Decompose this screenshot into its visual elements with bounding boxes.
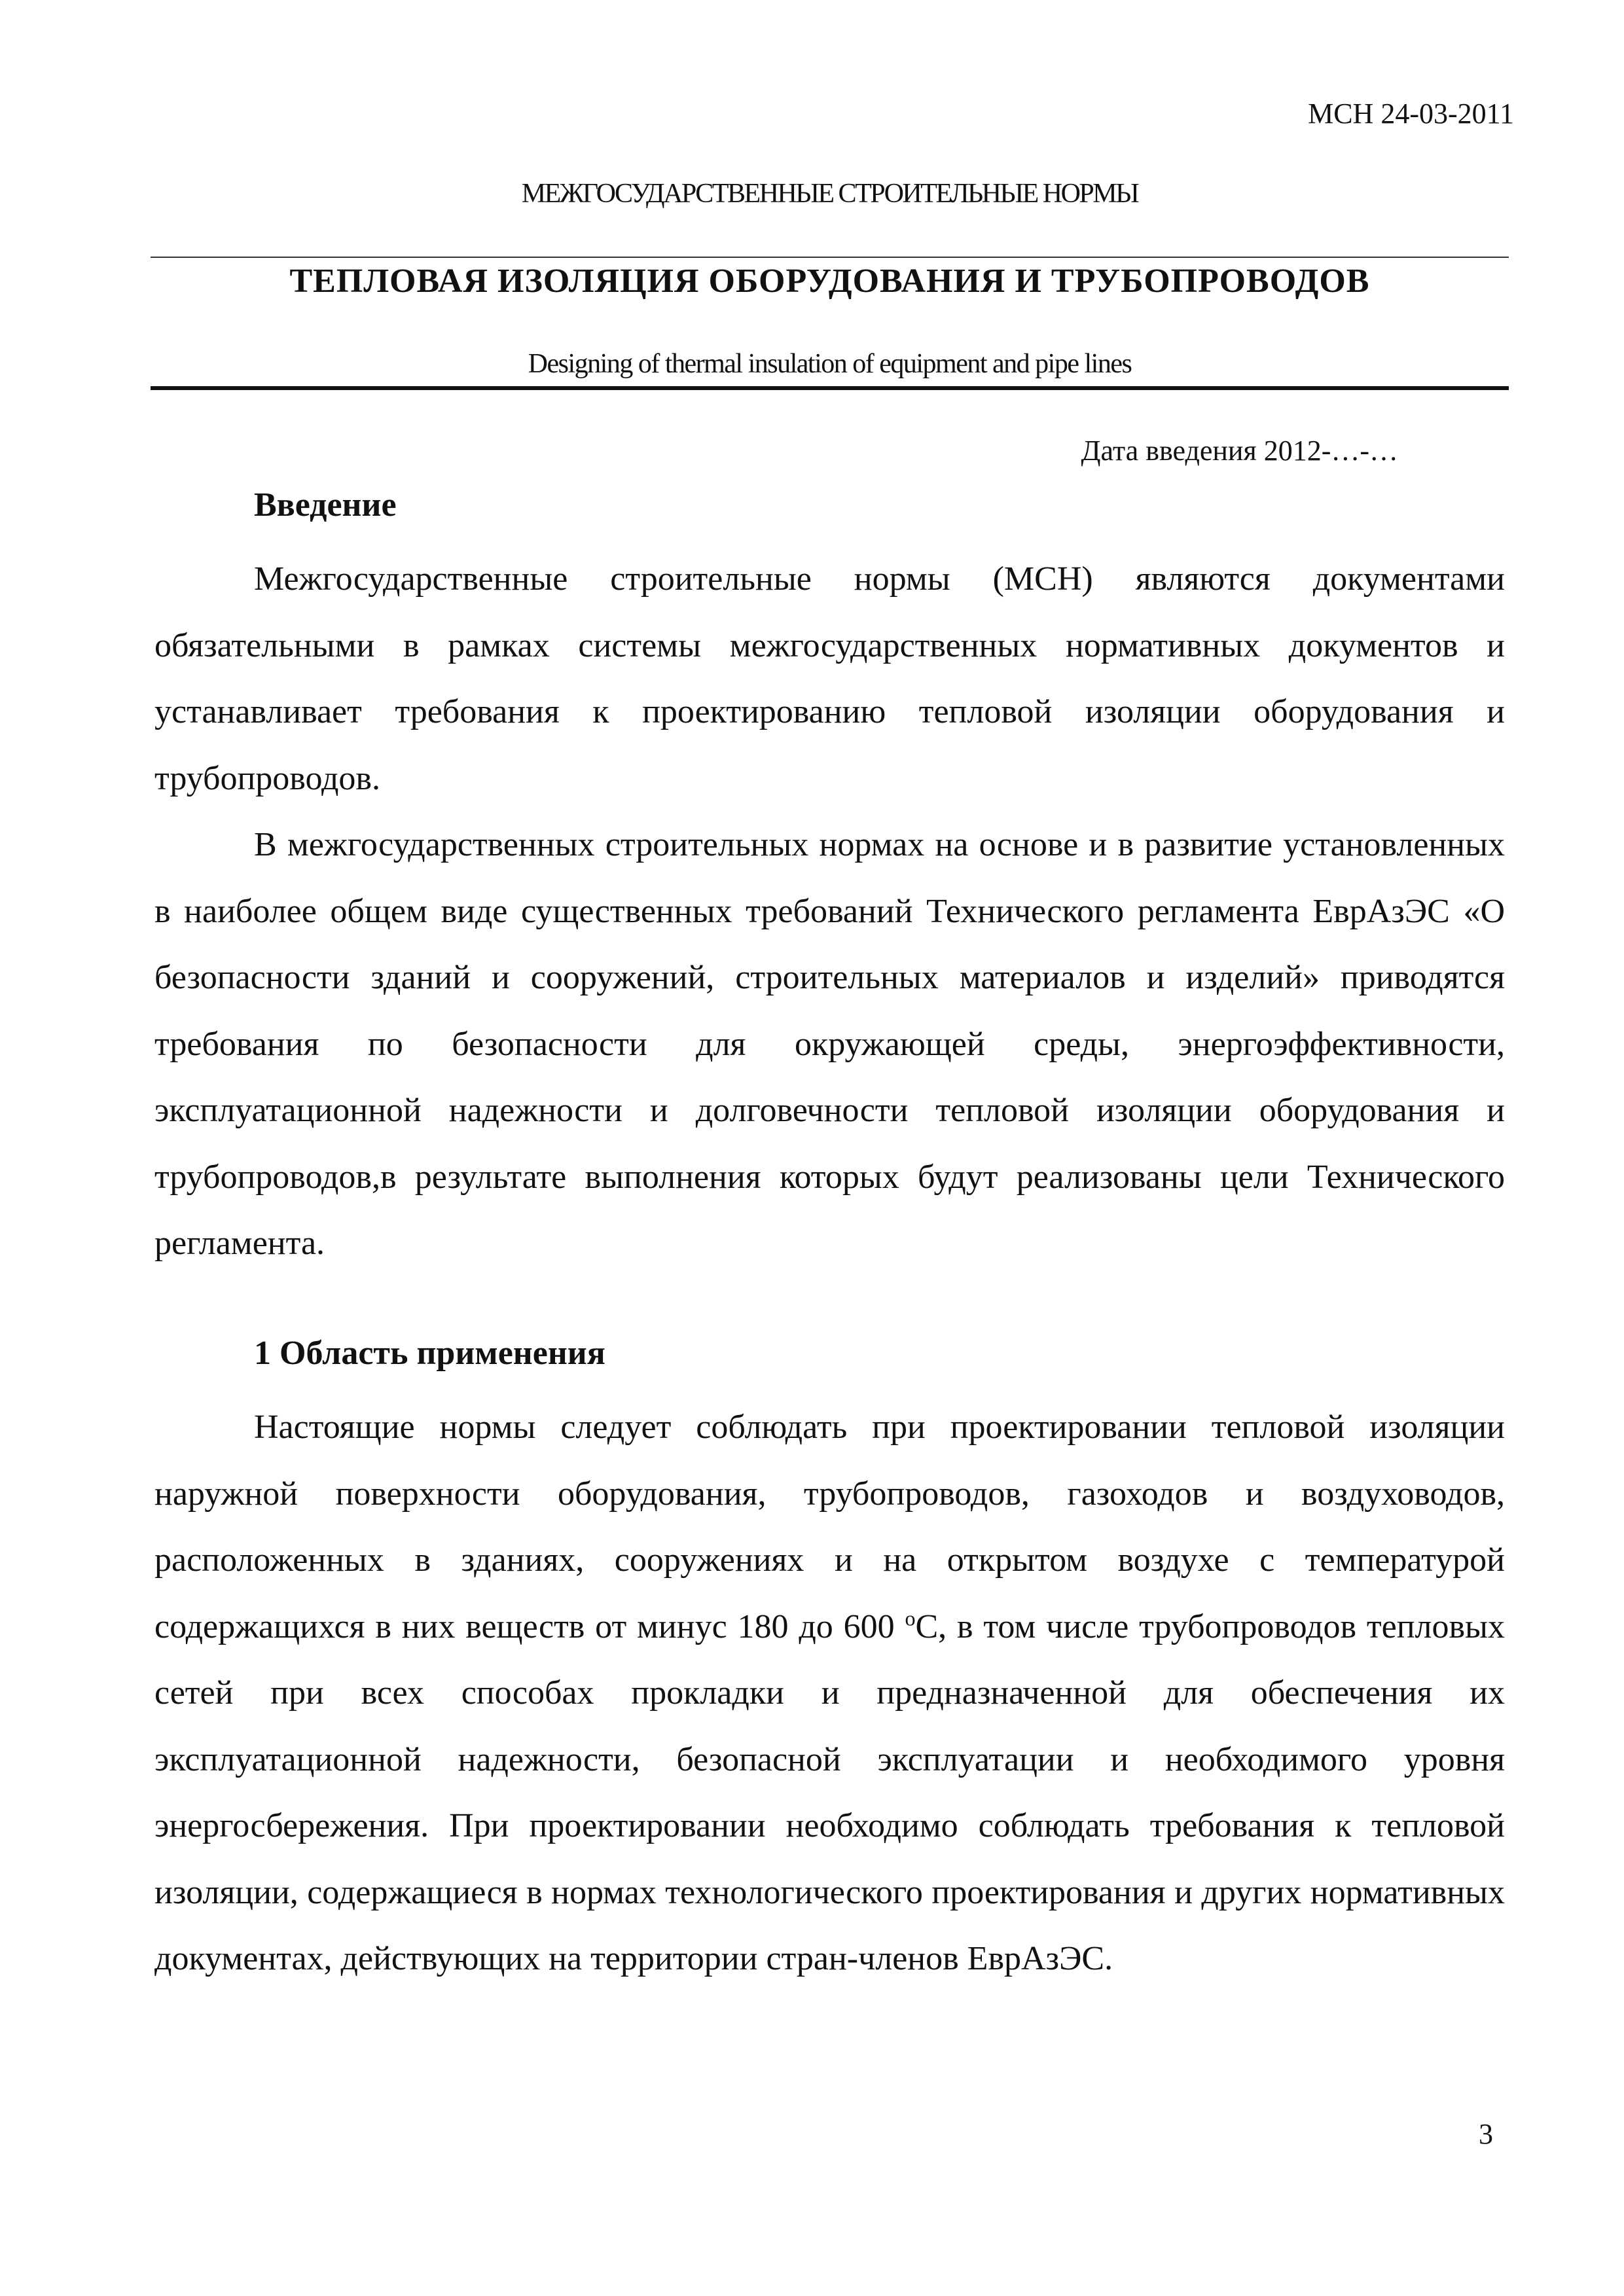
intro-paragraph-2: В межгосударственных строительных нормах на основе и в развитие установленных в наиболее общем виде существенных требований Технического регламента ЕврАзЭС «О безопасности зданий и сооружений, строительных материалов и изделий» приводятся требования по безопасности для окружающей среды, энергоэффективности, эксплуатационной надежности и долговечности тепловой изоляции оборудования и трубопроводов,в результате выполнения которых будут реализованы цели Технического регламента. xyxy=(154,826,1505,1262)
header-divider-thin xyxy=(151,257,1509,258)
section-heading-intro: Введение xyxy=(254,486,397,524)
english-subtitle: Designing of thermal insulation of equipment and pipe lines xyxy=(528,349,1132,379)
scope-text-end: С, в том числе трубопроводов тепловых сетей при всех способах прокладки и предназначенной для обеспечения их эксплуатационной надежности, безопасной эксплуатации и необходимого уровня энергосбережения. При проектировании необходимо соблюдать требования к тепловой изоляции, содержащиеся в нормах технологического проектирования и других нормативных документах, действующих на территории стран-членов ЕврАзЭС. xyxy=(154,1607,1505,1977)
section-heading-scope: 1 Область применения xyxy=(254,1335,605,1372)
introduction-date: Дата введения 2012-…-… xyxy=(1081,435,1398,467)
scope-text-start: Настоящие нормы следует соблюдать при проектировании тепловой изоляции наружной поверхности оборудования, трубопроводов, газоходов и воздуховодов, расположенных в зданиях, сооружениях и на открытом воздухе с температурой содержащихся в них веществ от минус 180 до 600 xyxy=(154,1408,1505,1645)
page-number: 3 xyxy=(1479,2118,1493,2150)
scope-paragraph xyxy=(154,1394,1505,1992)
document-title: ТЕПЛОВАЯ ИЗОЛЯЦИЯ ОБОРУДОВАНИЯ И ТРУБОПРОВОДОВ xyxy=(289,262,1370,300)
intro-paragraph-1: Межгосударственные строительные нормы (МСН) являются документами обязательными в рамках системы межгосударственных нормативных документов и устанавливает требования к проектированию тепловой изоляции оборудования и трубопроводов. xyxy=(154,560,1505,797)
organization-title: МЕЖГОСУДАРСТВЕННЫЕ СТРОИТЕЛЬНЫЕ НОРМЫ xyxy=(521,179,1138,209)
header-divider-thick xyxy=(151,386,1509,390)
degree-superscript: o xyxy=(905,1606,916,1630)
document-code: МСН 24-03-2011 xyxy=(1308,98,1514,130)
